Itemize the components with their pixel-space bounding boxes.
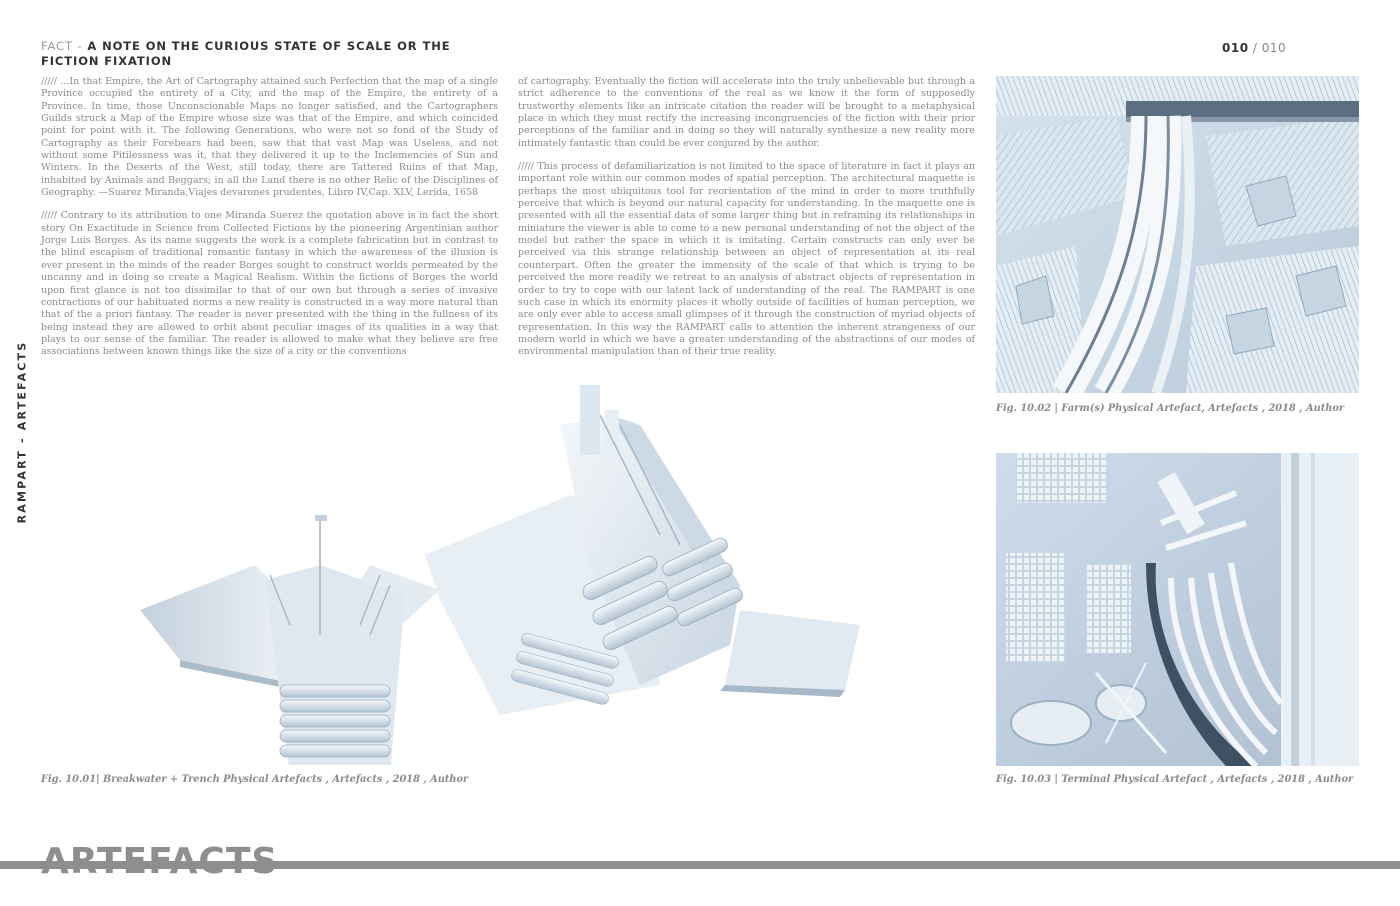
figure-breakwater-photo — [140, 385, 890, 765]
page-number — [1222, 41, 1286, 55]
page-number-separator: / — [1248, 41, 1262, 55]
footer-section-word: ARTEFACTS — [41, 841, 279, 882]
page-title — [41, 39, 511, 69]
figure-terminal-caption: Fig. 10.03 | Terminal Physical Artefact , Artefacts , 2018 , Author — [996, 774, 1354, 785]
paragraph-borges: ///// Contrary to its attribution to one Miranda Suerez the quotation above is in fact the short story On Exactitude in Science from Collected Fictions by the pioneering Argentinian author Jorge Luis Borges. As its name suggests the work is a complete fabrication but in contrast to the blind escapism of traditional romantic fantasy in which the awareness of the illusion is ever present in the minds of the reader Borges sought to construct worlds permeated by the uncanny and in doing so create a Magical Realism. Within the fictions of Borges the world upon first glance is not too dissimilar to that of our own but through a series of invasive contractions of our habituated norms a new reality is constructed in a way more natural than that of the a priori fantasy. The reader is never presented with the thing in the fullness of its being instead they are allowed to orbit about peculiar images of its qualities in a way that plays to our sense of the familiar. The reader is allowed to make what they believe are free associations between known things like the size of a city or the conventions — [41, 210, 498, 358]
title-prefix: FACT - — [41, 39, 83, 53]
side-label-text: RAMPART - ARTEFACTS — [15, 340, 29, 524]
page-number-current: 010 — [1222, 41, 1249, 55]
figure-farm-photo — [996, 76, 1359, 393]
figure-terminal-photo — [996, 453, 1359, 766]
text-column-right — [518, 76, 975, 370]
title-main: A NOTE ON THE CURIOUS STATE OF SCALE OR THE FICTION FIXATION — [41, 39, 451, 68]
paragraph-cartography: of cartography. Eventually the fiction will accelerate into the truly unbelievable but through a strict adherence to the conventions of the real as we know it the form of supposedly trustworthy elements like an intricate citation the reader will be brought to a metaphysical place in which they must rectify the increasing incongruencies of the fiction with their prior perceptions of the familiar and in doing so they will naturally synthesize a new reality more intimately fantastic than could be ever conjured by the author. — [518, 76, 975, 149]
text-column-left — [41, 76, 498, 370]
figure-farm-caption: Fig. 10.02 | Farm(s) Physical Artefact, Artefacts , 2018 , Author — [996, 403, 1345, 414]
figure-breakwater-caption: Fig. 10.01| Breakwater + Trench Physical Artefacts , Artefacts , 2018 , Author — [41, 774, 469, 785]
paragraph-quote: ///// ...In that Empire, the Art of Cartography attained such Perfection that the map of a single Province occupied the entirety of a City, and the map of the Empire, the entirety of a Province. In time, those Unconscionable Maps no longer satisfied, and the Cartographers Guilds struck a Map of the Empire whose size was that of the Empire, and which coincided point for point with it. The following Generations, who were not so fond of the Study of Cartography as their Forebears had been, saw that that vast Map was Useless, and not without some Pitilessness was it, that they delivered it up to the Inclemencies of Sun and Winters. In the Deserts of the West, still today, there are Tattered Ruins of that Map, inhabited by Animals and Beggars; in all the Land there is no other Relic of the Disciplines of Geography. —Suarez Miranda,Viajes devarones prudentes, Libro IV,Cap. XLV, Lerida, 1658 — [41, 76, 498, 199]
page-number-total: 010 — [1261, 41, 1287, 55]
side-label — [12, 340, 32, 524]
paragraph-defamiliarization: ///// This process of defamiliarization is not limited to the space of literature in fact it plays an important role within our common modes of spatial perception. The architectural maquette is perhaps the most ubiquitous tool for reorientation of the mind in order to more truthfully perceive that which is beyond our natural capacity for understanding. In the maquette one is presented with all the essential data of some larger thing but in reframing its relationships in miniature the viewer is able to come to a new personal understanding of not the object of the model but rather the space in which it is imitating. Certain constructs can only ever be perceived via this strange relationship between an object of representation at its real counterpart. Often the greater the immensity of the scale of that which is trying to be perceived the more readily we retreat to an analysis of abstract objects of representation in order to try to cope with our latent lack of understanding of the real. The RAMPART is one such case in which its enormity places it wholly outside of facilities of human perception, we are only ever able to access small glimpses of it through the construction of myriad objects of representation. In this way the RAMPART calls to attention the inherent strangeness of our modern world in which we have a greater understanding of the abstractions of our modes of environmental manipulation than of their true reality. — [518, 161, 975, 358]
